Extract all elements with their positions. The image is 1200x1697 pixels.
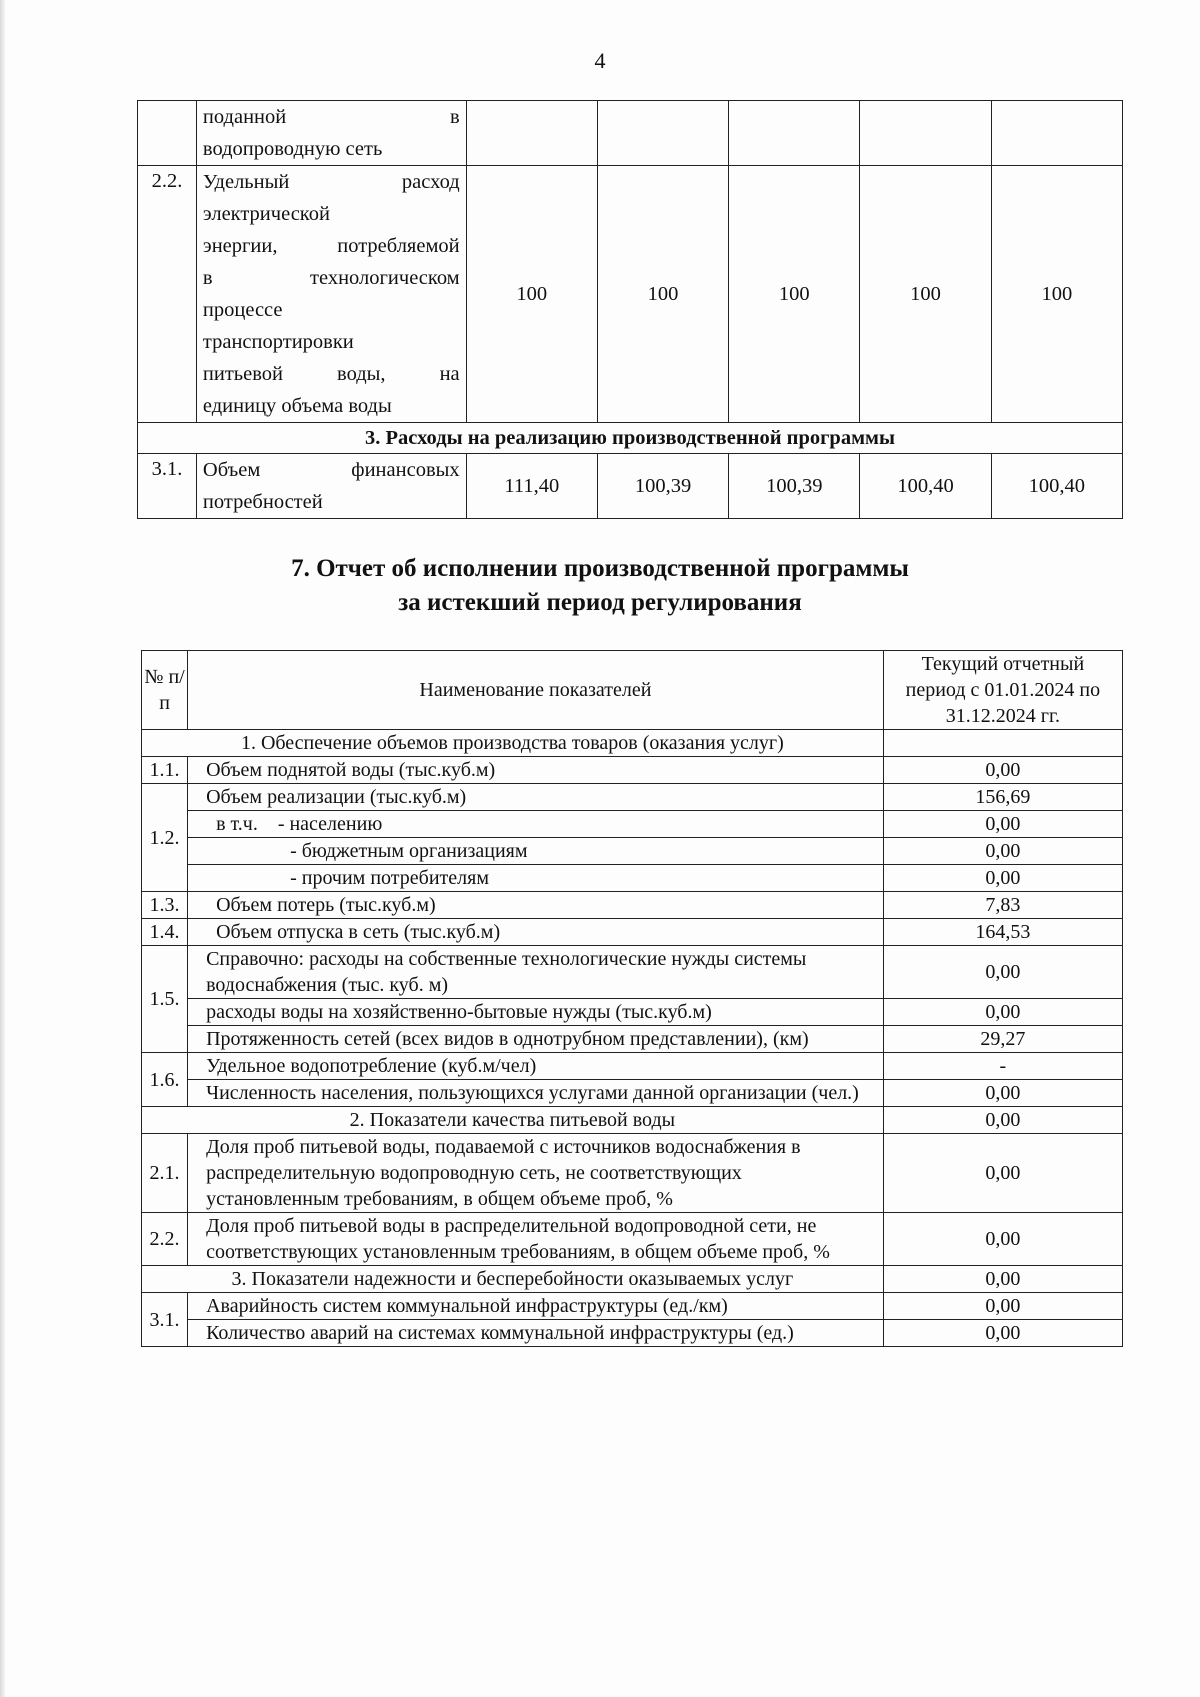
table-row — [142, 892, 1123, 919]
table-row — [142, 1293, 1123, 1320]
table-row — [142, 838, 1123, 865]
row-name: поданной в водопроводную сеть — [196, 101, 466, 166]
header-row — [142, 651, 1123, 730]
value-cell: 0,00 — [883, 1213, 1122, 1266]
table-row — [142, 999, 1123, 1026]
value-cell — [991, 101, 1122, 166]
header-num: № п/п — [142, 651, 188, 730]
row-number: 1.6. — [142, 1053, 188, 1107]
value-cell: - — [883, 1053, 1122, 1080]
section-title: 1. Обеспечение объемов производства товаров (оказания услуг) — [142, 730, 884, 757]
row-number — [138, 101, 197, 166]
section-title: 3. Расходы на реализацию производственной программы — [138, 423, 1123, 454]
header-name: Наименование показателей — [188, 651, 884, 730]
value-cell: 7,83 — [883, 892, 1122, 919]
row-name: Объем отпуска в сеть (тыс.куб.м) — [188, 919, 884, 946]
section-heading — [0, 552, 1200, 620]
row-number: 2.2. — [138, 166, 197, 423]
heading-line: за истекший период регулирования — [398, 589, 802, 616]
row-name: Удельный расход электрической энергии, потребляемой в технологическом процессе транспортировки питьевой воды, на единицу объема воды — [196, 166, 466, 423]
value-cell: 156,69 — [883, 784, 1122, 811]
row-number: 1.5. — [142, 946, 188, 1053]
value-cell: 100 — [729, 166, 860, 423]
value-cell: 0,00 — [883, 1266, 1122, 1293]
value-cell — [860, 101, 991, 166]
section-row — [142, 730, 1123, 757]
row-number: 1.4. — [142, 919, 188, 946]
section-row — [138, 423, 1123, 454]
value-cell: 100,40 — [860, 454, 991, 519]
value-cell: 0,00 — [883, 1107, 1122, 1134]
row-name: Объем финансовых потребностей — [196, 454, 466, 519]
table-row — [142, 946, 1123, 999]
value-cell — [729, 101, 860, 166]
row-name: Аварийность систем коммунальной инфраструктуры (ед./км) — [188, 1293, 884, 1320]
row-number: 3.1. — [138, 454, 197, 519]
value-cell: 0,00 — [883, 1134, 1122, 1213]
table-row — [138, 101, 1123, 166]
value-cell: 100 — [466, 166, 597, 423]
row-name: - прочим потребителям — [188, 865, 884, 892]
section-row — [142, 1107, 1123, 1134]
value-cell: 100 — [991, 166, 1122, 423]
table-row — [142, 919, 1123, 946]
value-cell: 100,40 — [991, 454, 1122, 519]
value-cell: 100,39 — [597, 454, 728, 519]
row-number: 3.1. — [142, 1293, 188, 1347]
row-name: Численность населения, пользующихся услугами данной организации (чел.) — [188, 1080, 884, 1107]
section-title: 2. Показатели качества питьевой воды — [142, 1107, 884, 1134]
value-cell: 111,40 — [466, 454, 597, 519]
value-cell — [883, 730, 1122, 757]
section-title: 3. Показатели надежности и бесперебойности оказываемых услуг — [142, 1266, 884, 1293]
row-number: 1.1. — [142, 757, 188, 784]
report-table — [141, 650, 1123, 1347]
value-cell — [466, 101, 597, 166]
row-name: - бюджетным организациям — [188, 838, 884, 865]
value-cell: 29,27 — [883, 1026, 1122, 1053]
page-number: 4 — [594, 48, 606, 73]
value-cell — [597, 101, 728, 166]
row-name: Объем поднятой воды (тыс.куб.м) — [188, 757, 884, 784]
table-row — [142, 784, 1123, 811]
row-name: Протяженность сетей (всех видов в однотрубном представлении), (км) — [188, 1026, 884, 1053]
value-cell: 0,00 — [883, 1080, 1122, 1107]
table-row — [142, 1080, 1123, 1107]
row-name: расходы воды на хозяйственно-бытовые нужды (тыс.куб.м) — [188, 999, 884, 1026]
row-number: 2.2. — [142, 1213, 188, 1266]
value-cell: 0,00 — [883, 999, 1122, 1026]
table-row — [142, 1134, 1123, 1213]
section-row — [142, 1266, 1123, 1293]
row-name: Количество аварий на системах коммунальной инфраструктуры (ед.) — [188, 1320, 884, 1347]
header-period: Текущий отчетный период с 01.01.2024 по 31.12.2024 гг. — [883, 651, 1122, 730]
value-cell: 100 — [860, 166, 991, 423]
row-name: Доля проб питьевой воды, подаваемой с источников водоснабжения в распределительную водопроводную сеть, не соответствующих установленным требованиям, в общем объеме проб, % — [188, 1134, 884, 1213]
row-number: 1.3. — [142, 892, 188, 919]
row-name: Справочно: расходы на собственные технологические нужды системы водоснабжения (тыс. куб. м) — [188, 946, 884, 999]
row-name: в т.ч. - населению — [188, 811, 884, 838]
table-row — [138, 454, 1123, 519]
row-number: 2.1. — [142, 1134, 188, 1213]
value-cell: 0,00 — [883, 946, 1122, 999]
value-cell: 0,00 — [883, 865, 1122, 892]
heading-line: 7. Отчет об исполнении производственной программы — [291, 555, 909, 582]
row-name: Удельное водопотребление (куб.м/чел) — [188, 1053, 884, 1080]
table-row — [142, 1213, 1123, 1266]
table-row — [142, 1320, 1123, 1347]
value-cell: 100,39 — [729, 454, 860, 519]
row-name: Доля проб питьевой воды в распределительной водопроводной сети, не соответствующих установленным требованиям, в общем объеме проб, % — [188, 1213, 884, 1266]
scan-edge-shadow — [0, 0, 6, 1697]
value-cell: 0,00 — [883, 838, 1122, 865]
table-row — [142, 865, 1123, 892]
table-row — [142, 1053, 1123, 1080]
row-number: 1.2. — [142, 784, 188, 892]
value-cell: 0,00 — [883, 757, 1122, 784]
value-cell: 0,00 — [883, 1320, 1122, 1347]
value-cell: 0,00 — [883, 811, 1122, 838]
value-cell: 100 — [597, 166, 728, 423]
row-name: Объем реализации (тыс.куб.м) — [188, 784, 884, 811]
value-cell: 164,53 — [883, 919, 1122, 946]
production-program-table-continued — [137, 100, 1123, 519]
table-row — [142, 757, 1123, 784]
row-name: Объем потерь (тыс.куб.м) — [188, 892, 884, 919]
table-row — [142, 811, 1123, 838]
value-cell: 0,00 — [883, 1293, 1122, 1320]
table-row — [138, 166, 1123, 423]
table-row — [142, 1026, 1123, 1053]
